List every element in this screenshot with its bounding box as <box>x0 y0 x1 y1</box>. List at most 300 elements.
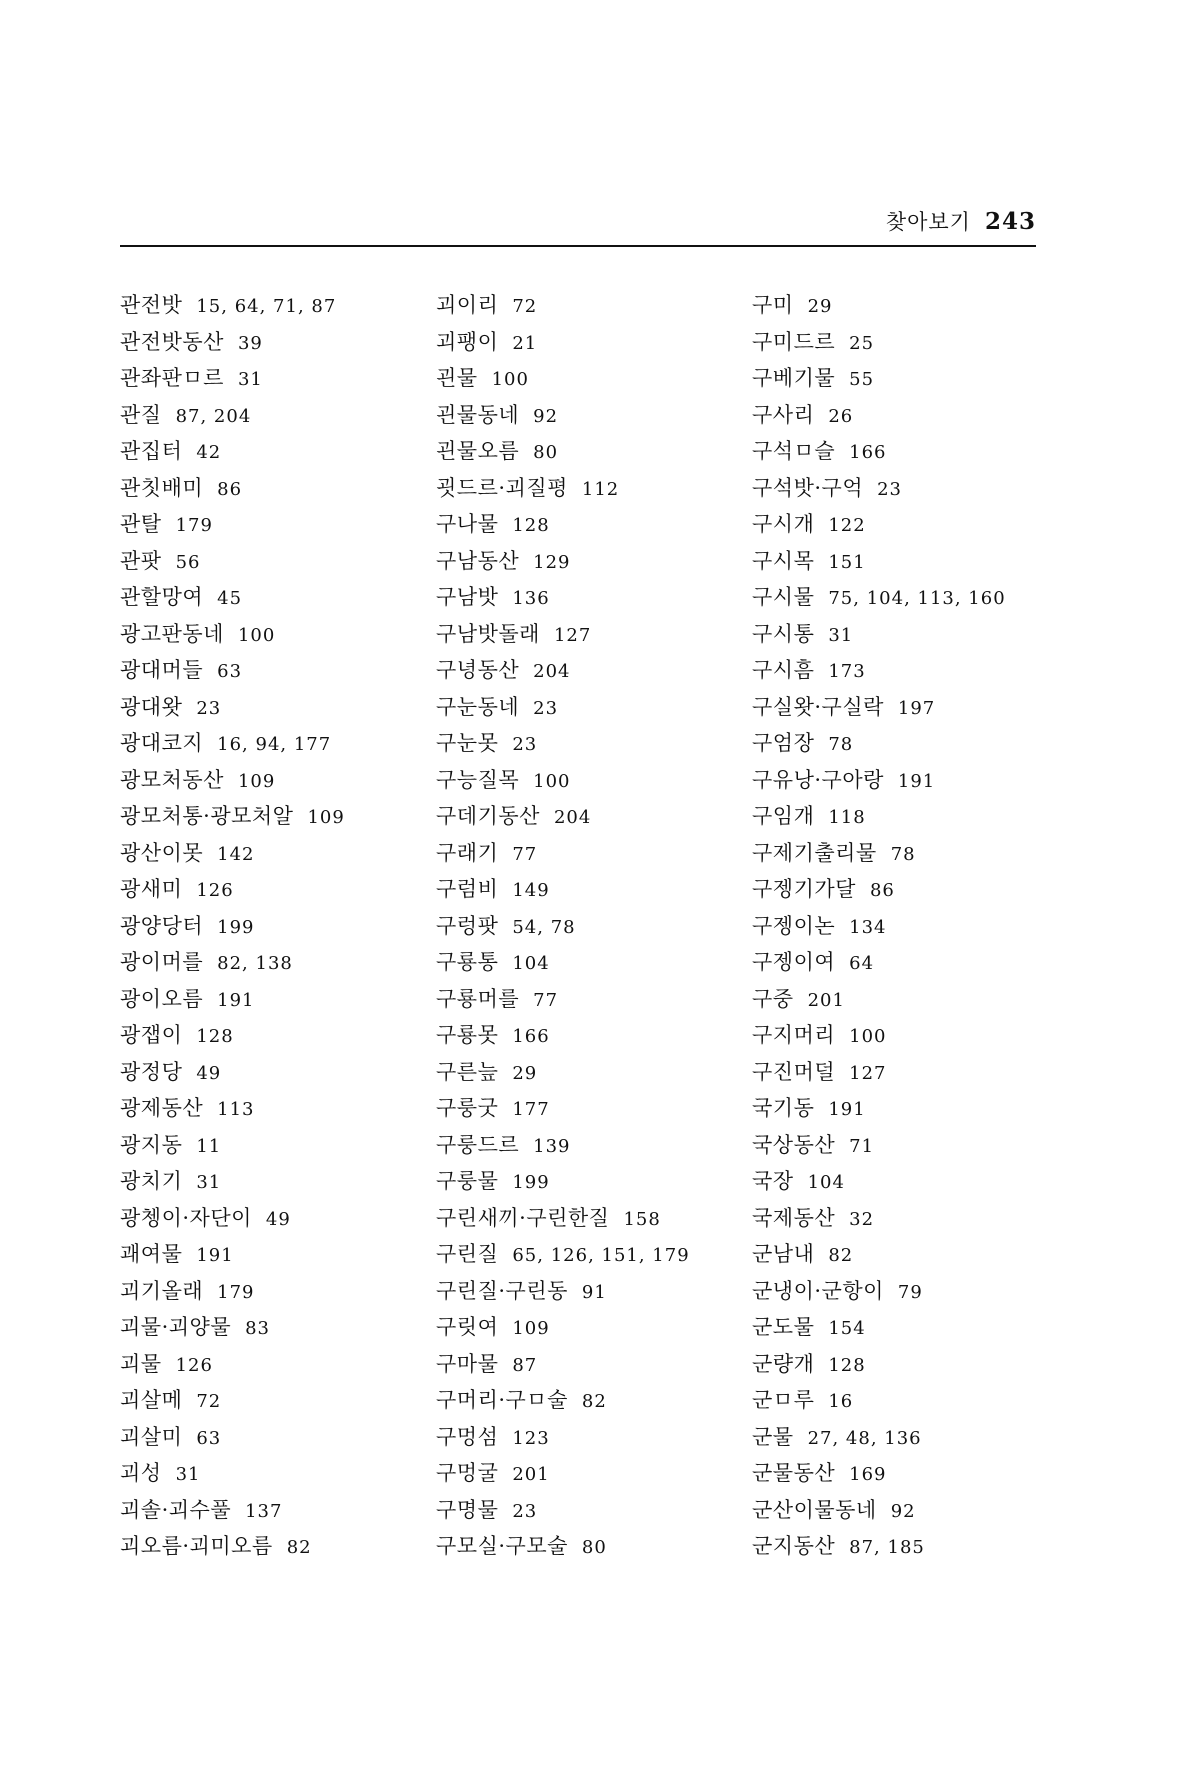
index-page-refs: 79 <box>897 1281 923 1303</box>
index-page-refs: 82 <box>828 1245 854 1266</box>
running-head <box>886 206 1036 236</box>
index-page-refs: 122 <box>828 515 866 536</box>
index-term: 괴물 <box>120 1351 162 1376</box>
index-term: 구룽드르 <box>436 1132 520 1157</box>
index-entry <box>752 579 1082 616</box>
index-page-refs: 31 <box>175 1464 201 1485</box>
index-entry <box>120 1528 450 1565</box>
index-entry <box>120 1127 450 1164</box>
index-entry <box>752 1346 1082 1383</box>
index-page-refs: 31 <box>828 624 854 646</box>
index-page-refs: 23 <box>512 734 538 755</box>
index-entry <box>752 543 1082 580</box>
page-number: 243 <box>984 208 1036 235</box>
index-page-refs: 54, 78 <box>512 916 576 938</box>
index-page-refs: 21 <box>512 332 538 354</box>
index-page-refs: 104 <box>807 1172 845 1193</box>
index-term: 구젱이여 <box>752 950 836 974</box>
index-page-refs: 26 <box>828 405 854 427</box>
index-entry <box>120 1236 450 1273</box>
index-term: 군물동산 <box>752 1461 836 1485</box>
index-term: 괘여물 <box>120 1242 183 1266</box>
index-entry <box>120 324 450 361</box>
index-term: 구남밧돌래 <box>436 621 540 646</box>
index-term: 구미 <box>752 293 794 317</box>
index-page-refs: 82, 138 <box>217 953 293 974</box>
index-term: 구데기동산 <box>436 804 540 828</box>
index-entry <box>752 981 1082 1018</box>
index-term: 구중 <box>752 986 794 1011</box>
index-page-refs: 109 <box>512 1318 550 1339</box>
index-term: 괴솔·괴수풀 <box>120 1497 232 1522</box>
index-term: 관질 <box>120 402 162 427</box>
index-page-refs: 72 <box>196 1391 222 1412</box>
index-page-refs: 29 <box>512 1062 538 1084</box>
index-entry <box>436 689 766 726</box>
index-entry <box>120 1054 450 1091</box>
index-term: 구룡못 <box>436 1023 499 1047</box>
index-term: 구능질목 <box>436 767 520 792</box>
index-page-refs: 177 <box>512 1099 550 1120</box>
index-term: 관전밧동산 <box>120 329 224 354</box>
index-term: 구시통 <box>752 621 815 646</box>
index-entry <box>752 287 1082 324</box>
index-entry <box>436 1054 766 1091</box>
index-page-refs: 63 <box>196 1427 222 1449</box>
index-entry <box>436 1492 766 1529</box>
index-page-refs: 126 <box>196 880 234 901</box>
index-entry <box>120 689 450 726</box>
index-entry <box>120 1163 450 1200</box>
index-entry <box>752 616 1082 653</box>
index-entry <box>436 1455 766 1492</box>
index-term: 구미드르 <box>752 329 836 354</box>
index-page-refs: 199 <box>217 916 255 938</box>
index-page-refs: 173 <box>828 661 866 682</box>
index-entry <box>436 981 766 1018</box>
index-page-refs: 197 <box>897 697 936 719</box>
index-page-refs: 49 <box>265 1208 291 1230</box>
index-term: 구젱기가달 <box>752 877 856 901</box>
index-term: 구실왓·구실락 <box>752 694 884 719</box>
index-entry <box>752 798 1082 835</box>
index-entry <box>120 579 450 616</box>
index-term: 광양당터 <box>120 913 204 938</box>
index-page-refs: 191 <box>217 989 255 1011</box>
index-term: 관좌판ㅁ르 <box>120 366 224 390</box>
index-entry <box>436 433 766 470</box>
index-page-refs: 179 <box>217 1281 255 1303</box>
index-page-refs: 127 <box>849 1062 887 1084</box>
index-term: 구린새끼·구린한질 <box>436 1205 610 1230</box>
index-term: 구시개 <box>752 512 815 536</box>
index-entry <box>752 1163 1082 1200</box>
index-entry <box>120 397 450 434</box>
index-entry <box>752 652 1082 689</box>
index-page-refs: 201 <box>807 989 845 1011</box>
index-entry <box>120 835 450 872</box>
index-page-refs: 82 <box>286 1537 312 1558</box>
index-entry <box>120 981 450 1018</box>
index-term: 군지동산 <box>752 1534 836 1558</box>
index-page-refs: 29 <box>807 296 833 317</box>
index-term: 군산이물동네 <box>752 1497 877 1522</box>
index-term: 괴물·괴양물 <box>120 1315 232 1339</box>
index-page-refs: 128 <box>512 515 550 536</box>
index-entry <box>120 944 450 981</box>
index-entry <box>436 397 766 434</box>
index-entry <box>436 470 766 507</box>
index-term: 광정당 <box>120 1059 183 1084</box>
index-entry <box>436 1163 766 1200</box>
index-page-refs: 80 <box>533 442 559 463</box>
index-entry <box>752 470 1082 507</box>
index-entry <box>436 1419 766 1456</box>
index-entry <box>436 652 766 689</box>
index-page-refs: 45 <box>217 588 243 609</box>
index-term: 구베기물 <box>752 366 836 390</box>
index-term: 구남동산 <box>436 548 520 573</box>
index-term: 구멍굴 <box>436 1461 499 1485</box>
index-entry <box>436 835 766 872</box>
index-entry <box>120 470 450 507</box>
index-entry <box>436 287 766 324</box>
index-entry <box>752 433 1082 470</box>
index-page-refs: 72 <box>512 296 538 317</box>
index-term: 구모실·구모술 <box>436 1534 568 1558</box>
index-page-refs: 25 <box>849 332 875 354</box>
index-term: 구엄장 <box>752 731 815 755</box>
index-page-refs: 75, 104, 113, 160 <box>828 588 1006 609</box>
index-page-refs: 87 <box>512 1354 538 1376</box>
index-page-refs: 100 <box>849 1026 887 1047</box>
index-entry <box>752 1419 1082 1456</box>
index-entry <box>120 908 450 945</box>
index-page-refs: 199 <box>512 1172 550 1193</box>
index-entry <box>120 506 450 543</box>
index-entry <box>752 762 1082 799</box>
index-term: 구른늪 <box>436 1059 499 1084</box>
index-entry <box>120 798 450 835</box>
index-term: 구제기출리물 <box>752 840 877 865</box>
index-entry <box>120 871 450 908</box>
index-page-refs: 169 <box>849 1464 887 1485</box>
index-page-refs: 100 <box>491 369 529 390</box>
index-entry <box>436 579 766 616</box>
index-page-refs: 158 <box>623 1208 661 1230</box>
index-entry <box>120 1309 450 1346</box>
index-term: 관탈 <box>120 512 162 536</box>
index-term: 광이오름 <box>120 986 204 1011</box>
index-entry <box>120 1346 450 1383</box>
index-entry <box>120 1455 450 1492</box>
index-column-3 <box>752 287 1082 1565</box>
index-page-refs: 191 <box>196 1245 234 1266</box>
index-page-refs: 42 <box>196 442 222 463</box>
index-term: 굇드르·괴질평 <box>436 475 568 500</box>
index-entry <box>436 798 766 835</box>
index-term: 군물 <box>752 1424 794 1449</box>
index-page-refs: 27, 48, 136 <box>807 1427 922 1449</box>
index-term: 구머리·구ㅁ술 <box>436 1388 568 1412</box>
index-term: 괴오름·괴미오름 <box>120 1534 273 1558</box>
index-entry <box>752 1127 1082 1164</box>
index-page-refs: 71 <box>849 1135 875 1157</box>
index-entry <box>752 1382 1082 1419</box>
index-page-refs: 23 <box>196 697 222 719</box>
index-term: 구지머리 <box>752 1023 836 1047</box>
index-page-refs: 49 <box>196 1062 222 1084</box>
index-term: 구멍섬 <box>436 1424 499 1449</box>
index-entry <box>120 652 450 689</box>
index-page-refs: 39 <box>237 332 263 354</box>
index-term: 구석밧·구억 <box>752 475 864 500</box>
index-term: 구진머덜 <box>752 1059 836 1084</box>
index-term: 관전밧 <box>120 293 183 317</box>
index-term: 광대왓 <box>120 694 183 719</box>
index-entry <box>436 506 766 543</box>
index-entry <box>436 762 766 799</box>
index-page-refs: 92 <box>890 1500 916 1522</box>
index-column-2 <box>436 287 766 1565</box>
index-term: 구눈동네 <box>436 694 520 719</box>
index-entry <box>752 871 1082 908</box>
index-page-refs: 82 <box>581 1391 607 1412</box>
index-term: 괴성 <box>120 1461 162 1485</box>
index-page-refs: 31 <box>196 1172 222 1193</box>
header-title: 찾아보기 <box>885 210 971 234</box>
header-rule <box>120 245 1036 247</box>
index-page-refs: 201 <box>512 1464 550 1485</box>
index-term: 군도물 <box>752 1315 815 1339</box>
index-page-refs: 65, 126, 151, 179 <box>512 1245 690 1266</box>
index-term: 구젱이논 <box>752 913 836 938</box>
index-term: 구명물 <box>436 1497 499 1522</box>
index-term: 관팟 <box>120 548 162 573</box>
index-page-refs: 16, 94, 177 <box>217 734 332 755</box>
index-entry <box>752 1017 1082 1054</box>
index-page-refs: 87, 204 <box>175 405 252 427</box>
index-term: 구시흠 <box>752 658 815 682</box>
index-page-refs: 23 <box>512 1500 538 1522</box>
index-entry <box>436 1236 766 1273</box>
index-entry <box>120 1200 450 1237</box>
index-entry <box>120 287 450 324</box>
index-entry <box>752 1492 1082 1529</box>
index-entry <box>436 1528 766 1565</box>
index-term: 괴기올래 <box>120 1278 204 1303</box>
index-page-refs: 128 <box>828 1354 866 1376</box>
index-entry <box>436 1090 766 1127</box>
index-term: 구렁팟 <box>436 913 499 938</box>
index-term: 괸물오름 <box>436 439 520 463</box>
index-term: 광치기 <box>120 1169 183 1193</box>
index-page-refs: 166 <box>512 1026 550 1047</box>
index-page-refs: 91 <box>581 1281 607 1303</box>
index-entry <box>120 1382 450 1419</box>
index-page-refs: 15, 64, 71, 87 <box>196 296 337 317</box>
index-entry <box>436 616 766 653</box>
index-page-refs: 134 <box>849 916 887 938</box>
index-page-refs: 78 <box>890 843 916 865</box>
index-page-refs: 55 <box>849 369 875 390</box>
index-term: 광대머들 <box>120 658 204 682</box>
index-term: 관집터 <box>120 439 183 463</box>
index-page-refs: 32 <box>849 1208 875 1230</box>
index-term: 구눈못 <box>436 731 499 755</box>
index-page-refs: 113 <box>217 1099 255 1120</box>
index-page-refs: 100 <box>533 770 571 792</box>
index-term: 구녕동산 <box>436 658 520 682</box>
index-term: 광이머를 <box>120 950 204 974</box>
index-entry <box>752 1054 1082 1091</box>
index-term: 광모처동산 <box>120 767 224 792</box>
index-entry <box>120 1090 450 1127</box>
index-entry <box>752 506 1082 543</box>
index-page-refs: 80 <box>581 1537 607 1558</box>
index-page-refs: 100 <box>237 624 276 646</box>
index-column-1 <box>120 287 450 1565</box>
index-entry <box>436 1017 766 1054</box>
index-term: 관할망여 <box>120 585 204 609</box>
index-page-refs: 56 <box>175 551 201 573</box>
index-entry <box>752 835 1082 872</box>
index-entry <box>436 360 766 397</box>
index-term: 구룡머를 <box>436 986 520 1011</box>
index-term: 관칫배미 <box>120 475 204 500</box>
index-page-refs: 191 <box>897 770 936 792</box>
index-term: 광잽이 <box>120 1023 183 1047</box>
index-entry <box>752 725 1082 762</box>
index-page-refs: 104 <box>512 953 550 974</box>
index-page-refs: 204 <box>533 661 571 682</box>
index-entry <box>120 1419 450 1456</box>
index-page-refs: 166 <box>849 442 887 463</box>
index-page-refs: 139 <box>533 1135 571 1157</box>
index-entry <box>436 944 766 981</box>
index-term: 광제동산 <box>120 1096 204 1120</box>
index-term: 괴팽이 <box>436 329 499 354</box>
index-term: 국장 <box>752 1169 794 1193</box>
index-term: 괸물 <box>436 366 478 390</box>
index-term: 구래기 <box>436 840 499 865</box>
index-term: 광대코지 <box>120 731 204 755</box>
index-page-refs: 77 <box>512 843 538 865</box>
index-entry <box>120 1017 450 1054</box>
index-term: 구린질·구린동 <box>436 1278 568 1303</box>
index-term: 구남밧 <box>436 585 499 609</box>
index-entry <box>436 908 766 945</box>
index-term: 광모처통·광모처알 <box>120 804 294 828</box>
index-page-refs: 129 <box>533 551 571 573</box>
index-entry <box>752 1455 1082 1492</box>
index-page-refs: 112 <box>581 478 620 500</box>
index-entry <box>120 1273 450 1310</box>
index-term: 구릿여 <box>436 1315 499 1339</box>
index-page-refs: 11 <box>196 1135 222 1157</box>
index-page-refs: 83 <box>245 1318 271 1339</box>
index-entry <box>436 725 766 762</box>
index-term: 구시물 <box>752 585 815 609</box>
index-page-refs: 63 <box>217 661 243 682</box>
index-page-refs: 92 <box>533 405 559 427</box>
index-entry <box>752 944 1082 981</box>
index-page-refs: 64 <box>849 953 875 974</box>
index-term: 군남내 <box>752 1242 815 1266</box>
index-page-refs: 23 <box>877 478 903 500</box>
index-entry <box>436 871 766 908</box>
index-term: 광쳉이·자단이 <box>120 1205 252 1230</box>
index-page-refs: 136 <box>512 588 550 609</box>
index-term: 구룽물 <box>436 1169 499 1193</box>
index-term: 국기동 <box>752 1096 815 1120</box>
index-entry <box>120 543 450 580</box>
index-entry <box>436 324 766 361</box>
index-page-refs: 123 <box>512 1427 550 1449</box>
index-entry <box>752 397 1082 434</box>
index-page-refs: 77 <box>533 989 559 1011</box>
index-term: 구임개 <box>752 804 815 828</box>
index-page-refs: 142 <box>217 843 255 865</box>
index-term: 괴이리 <box>436 293 499 317</box>
index-page-refs: 204 <box>553 807 592 828</box>
index-entry <box>752 1200 1082 1237</box>
index-entry <box>120 762 450 799</box>
index-page-refs: 78 <box>828 734 854 755</box>
index-term: 구유낭·구아랑 <box>752 767 884 792</box>
index-term: 광지동 <box>120 1132 183 1157</box>
index-term: 구룡통 <box>436 950 499 974</box>
index-entry <box>436 1273 766 1310</box>
index-entry <box>436 543 766 580</box>
index-entry <box>120 725 450 762</box>
index-term: 괴살메 <box>120 1388 183 1412</box>
index-entry <box>120 616 450 653</box>
index-term: 괸물동네 <box>436 402 520 427</box>
index-term: 군ㅁ루 <box>752 1388 815 1412</box>
index-entry <box>120 433 450 470</box>
index-page-refs: 86 <box>217 478 243 500</box>
index-entry <box>120 1492 450 1529</box>
index-page-refs: 109 <box>307 807 345 828</box>
index-entry <box>752 1309 1082 1346</box>
index-page-refs: 118 <box>828 807 866 828</box>
index-term: 괴살미 <box>120 1424 183 1449</box>
index-entry <box>436 1309 766 1346</box>
index-page-refs: 179 <box>175 515 213 536</box>
index-page-refs: 126 <box>175 1354 213 1376</box>
index-page-refs: 16 <box>828 1391 854 1412</box>
index-page-refs: 151 <box>828 551 866 573</box>
index-entry <box>436 1346 766 1383</box>
index-entry <box>752 360 1082 397</box>
index-page-refs: 137 <box>245 1500 283 1522</box>
index-page-refs: 86 <box>869 880 895 901</box>
index-entry <box>752 1273 1082 1310</box>
index-page-refs: 154 <box>828 1318 866 1339</box>
index-page-refs: 87, 185 <box>849 1537 925 1558</box>
index-entry <box>752 689 1082 726</box>
index-term: 구사리 <box>752 402 815 427</box>
index-term: 구룽굿 <box>436 1096 499 1120</box>
index-page-refs: 23 <box>533 697 559 719</box>
index-term: 구마물 <box>436 1351 499 1376</box>
index-entry <box>752 1236 1082 1273</box>
index-entry <box>436 1200 766 1237</box>
index-page-refs: 191 <box>828 1099 866 1120</box>
index-term: 구나물 <box>436 512 499 536</box>
index-entry <box>436 1127 766 1164</box>
